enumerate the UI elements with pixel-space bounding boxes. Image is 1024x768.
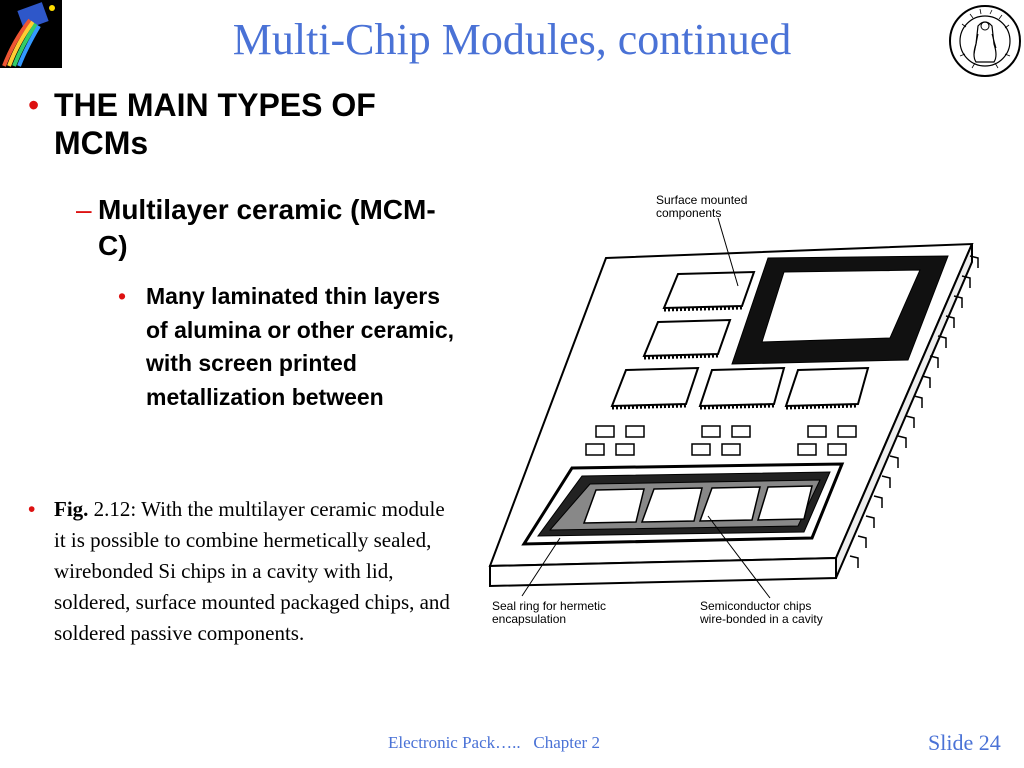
label-components: components <box>656 206 722 220</box>
bullet-level1 <box>28 86 478 162</box>
slide-title: Multi-Chip Modules, continued <box>232 15 792 64</box>
label-encapsulation: encapsulation <box>492 612 567 626</box>
mcm-figure <box>486 186 996 636</box>
caption-text: 2.12: With the multilayer ceramic module it is possible to combine hermetically sealed, wirebonded Si chips in a cavity with lid, soldered, surface mounted packaged chips, and soldered passive components. <box>54 497 450 645</box>
bullet-dot-icon: • <box>28 498 36 521</box>
caption-bold: Fig. <box>54 497 89 521</box>
bullet-dash-icon: – <box>76 194 92 225</box>
label-surface-mounted: Surface mounted <box>656 193 748 207</box>
bullet-level3-text: Many laminated thin layers of alumina or other ceramic, with screen printed metallization between <box>146 283 455 410</box>
label-semiconductor-chips: Semiconductor chips <box>700 599 812 613</box>
slide-number: Slide 24 <box>928 730 1001 755</box>
bullet-level3 <box>118 280 458 414</box>
mcm-diagram-icon <box>486 186 996 636</box>
bullet-level1-text: THE MAIN TYPES OF MCMs <box>54 87 376 161</box>
bullet-level2 <box>76 192 436 264</box>
bullet-dot-icon: • <box>28 87 40 123</box>
bullet-dot-icon: • <box>118 283 127 309</box>
footer-chapter: Electronic Pack….. Chapter 2 <box>388 733 600 752</box>
figure-caption <box>28 494 458 649</box>
bullet-level2-text: Multilayer ceramic (MCM-C) <box>98 194 436 261</box>
label-seal-ring: Seal ring for hermetic <box>492 599 607 613</box>
label-wire-bonded: wire-bonded in a cavity <box>700 612 823 626</box>
